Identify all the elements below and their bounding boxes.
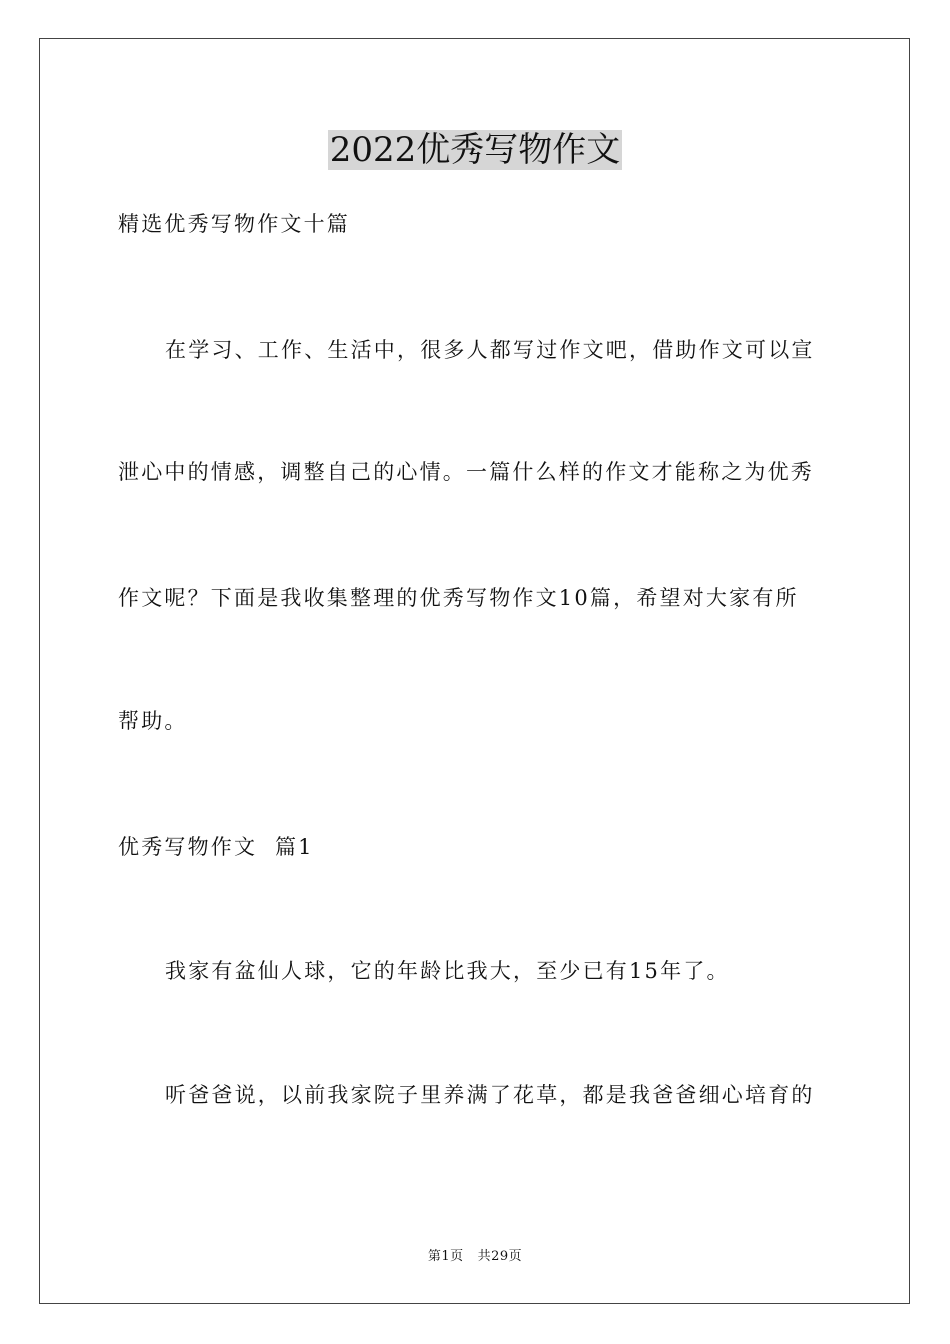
document-title-text: 2022优秀写物作文 <box>329 130 621 170</box>
section-heading: 优秀写物作文 篇1 <box>118 835 314 859</box>
page-number-current: 第1页 <box>427 1249 464 1264</box>
page-number-total: 共29页 <box>477 1249 523 1264</box>
intro-line-2: 泄心中的情感，调整自己的心情。一篇什么样的作文才能称之为优秀 <box>118 460 814 484</box>
document-title <box>0 128 950 172</box>
body-line-2: 听爸爸说，以前我家院子里养满了花草，都是我爸爸细心培育的 <box>165 1083 815 1107</box>
intro-line-1: 在学习、工作、生活中，很多人都写过作文吧，借助作文可以宣 <box>165 338 815 362</box>
intro-line-3: 作文呢？下面是我收集整理的优秀写物作文10篇，希望对大家有所 <box>118 586 799 610</box>
document-subtitle: 精选优秀写物作文十篇 <box>118 212 350 236</box>
body-line-1: 我家有盆仙人球，它的年龄比我大，至少已有15年了。 <box>165 959 730 983</box>
page-footer <box>0 1248 950 1266</box>
intro-line-4: 帮助。 <box>118 709 188 733</box>
